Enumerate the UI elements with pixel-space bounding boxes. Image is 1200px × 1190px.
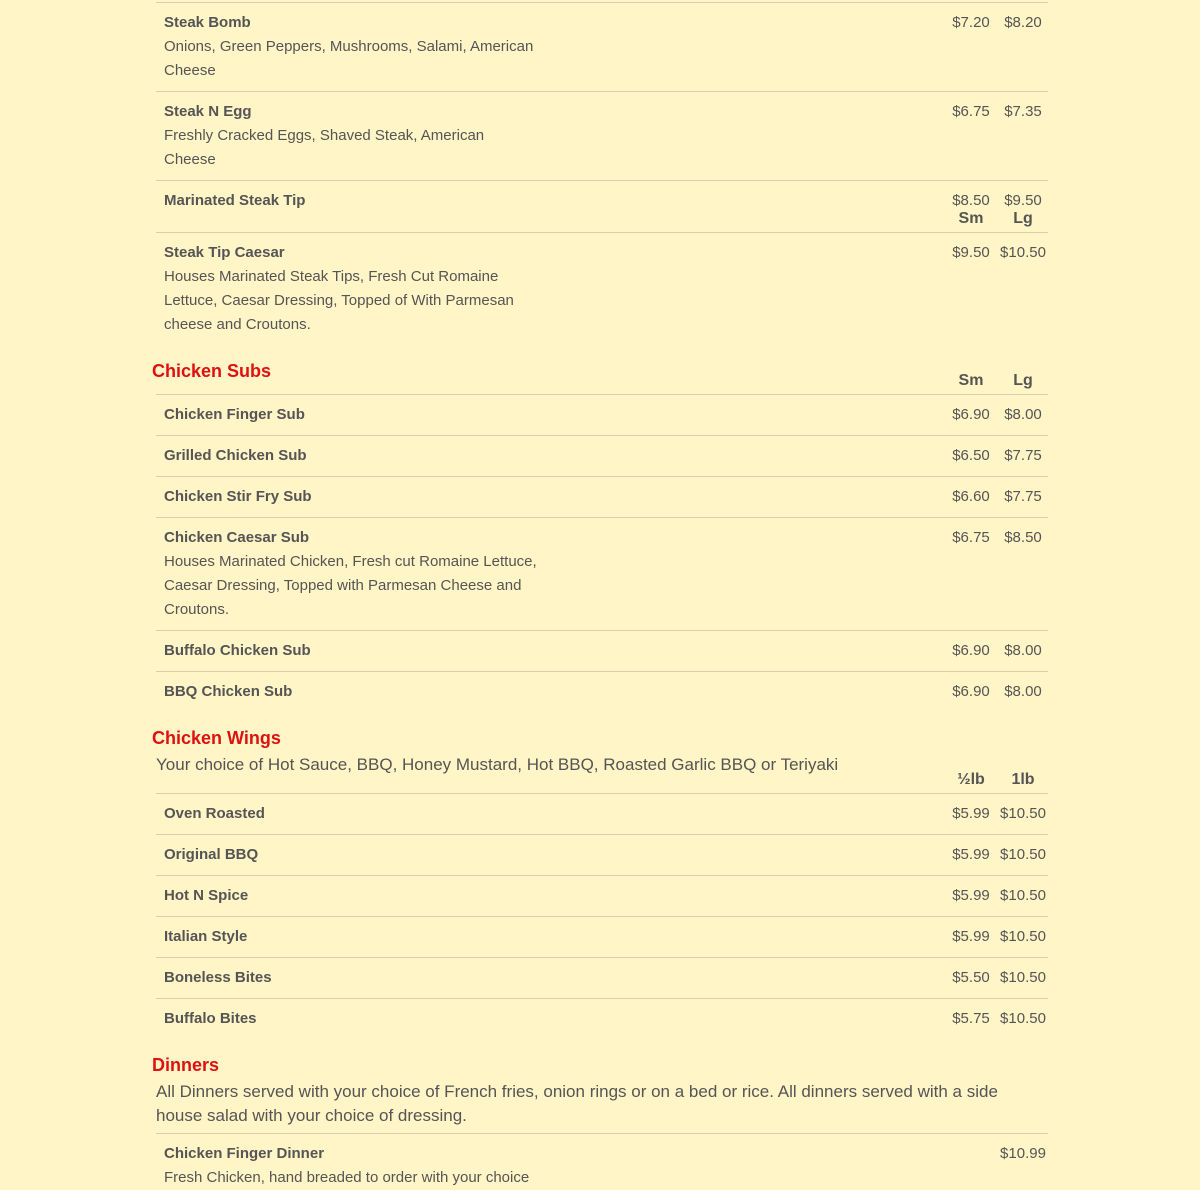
row-divider [156,232,1048,233]
price-large: $8.00 [1004,642,1042,659]
row-divider [156,180,1048,181]
row-divider [156,834,1048,835]
row-divider [156,2,1048,3]
price-small: $5.99 [952,846,990,863]
column-header-small: Sm [958,372,984,389]
price-small: $5.75 [952,1010,990,1027]
item-name: Italian Style [164,928,248,945]
item-name: Chicken Caesar Sub [164,529,310,546]
item-name: Marinated Steak Tip [164,192,306,209]
price-large: $9.50 [1004,192,1042,209]
section-title-chicken-wings: Chicken Wings [152,728,281,748]
item-name: Oven Roasted [164,805,265,822]
price-small: $6.90 [952,683,990,700]
item-description: Houses Marinated Chicken, Fresh cut Romaine Lettuce, [164,553,537,570]
item-description: Caesar Dressing, Topped with Parmesan Cheese and [164,577,522,594]
section-title-chicken-subs: Chicken Subs [152,361,272,381]
section-note: house salad with your choice of dressing. [156,1106,467,1125]
item-name: Buffalo Bites [164,1010,257,1027]
item-name: Steak Tip Caesar [164,244,285,261]
price-small: $6.50 [952,447,990,464]
row-divider [156,957,1048,958]
column-header-large: Lg [1013,372,1033,389]
row-divider [156,630,1048,631]
item-description: cheese and Croutons. [164,316,311,333]
item-name: Chicken Stir Fry Sub [164,488,312,505]
item-name: Grilled Chicken Sub [164,447,307,464]
row-divider [156,793,1048,794]
item-name: Steak N Egg [164,103,252,120]
item-name: BBQ Chicken Sub [164,683,293,700]
price-small: $8.50 [952,192,990,209]
price: $10.99 [1000,1145,1046,1162]
price-small: $6.60 [952,488,990,505]
row-divider [156,671,1048,672]
item-name: Boneless Bites [164,969,272,986]
price-large: $10.50 [1000,1010,1046,1027]
price-small: $5.99 [952,805,990,822]
price-large: $10.50 [1000,846,1046,863]
price-small: $5.99 [952,887,990,904]
price-small: $6.75 [952,529,990,546]
price-large: $7.35 [1004,103,1042,120]
item-description: Houses Marinated Steak Tips, Fresh Cut Romaine [164,268,499,285]
row-divider [156,394,1048,395]
section-title-dinners: Dinners [152,1055,220,1075]
row-divider [156,916,1048,917]
column-header-half-pound: ½lb [957,771,985,788]
column-header-one-pound: 1lb [1011,771,1035,788]
price-large: $8.00 [1004,683,1042,700]
item-name: Chicken Finger Sub [164,406,305,423]
row-divider [156,435,1048,436]
price-large: $8.20 [1004,14,1042,31]
item-description: Croutons. [164,601,230,618]
section-note: All Dinners served with your choice of French fries, onion rings or on a bed or rice. All dinners served with a side [156,1082,998,1101]
price-small: $9.50 [952,244,990,261]
price-large: $10.50 [1000,969,1046,986]
price-large: $8.50 [1004,529,1042,546]
item-name: Chicken Finger Dinner [164,1145,325,1162]
price-small: $5.50 [952,969,990,986]
column-header-large: Lg [1013,210,1033,227]
price-large: $10.50 [1000,887,1046,904]
item-description: Lettuce, Caesar Dressing, Topped of With Parmesan [164,292,514,309]
row-divider [156,875,1048,876]
price-small: $6.75 [952,103,990,120]
price-large: $7.75 [1004,447,1042,464]
item-description: Onions, Green Peppers, Mushrooms, Salami, American [164,38,534,55]
item-description: Cheese [164,62,216,79]
row-divider [156,517,1048,518]
item-description: Fresh Chicken, hand breaded to order with your choice [164,1169,530,1186]
price-small: $6.90 [952,642,990,659]
item-name: Hot N Spice [164,887,249,904]
item-name: Steak Bomb [164,14,251,31]
price-large: $10.50 [1000,244,1046,261]
row-divider [156,1133,1048,1134]
price-small: $6.90 [952,406,990,423]
row-divider [156,476,1048,477]
item-name: Original BBQ [164,846,259,863]
item-description: Cheese [164,151,216,168]
price-large: $7.75 [1004,488,1042,505]
price-small: $5.99 [952,928,990,945]
item-name: Buffalo Chicken Sub [164,642,311,659]
column-header-small: Sm [958,210,984,227]
row-divider [156,91,1048,92]
price-small: $7.20 [952,14,990,31]
price-large: $8.00 [1004,406,1042,423]
section-note: Your choice of Hot Sauce, BBQ, Honey Mustard, Hot BBQ, Roasted Garlic BBQ or Teriyaki [156,755,839,774]
item-description: Freshly Cracked Eggs, Shaved Steak, American [164,127,485,144]
price-large: $10.50 [1000,805,1046,822]
row-divider [156,998,1048,999]
price-large: $10.50 [1000,928,1046,945]
